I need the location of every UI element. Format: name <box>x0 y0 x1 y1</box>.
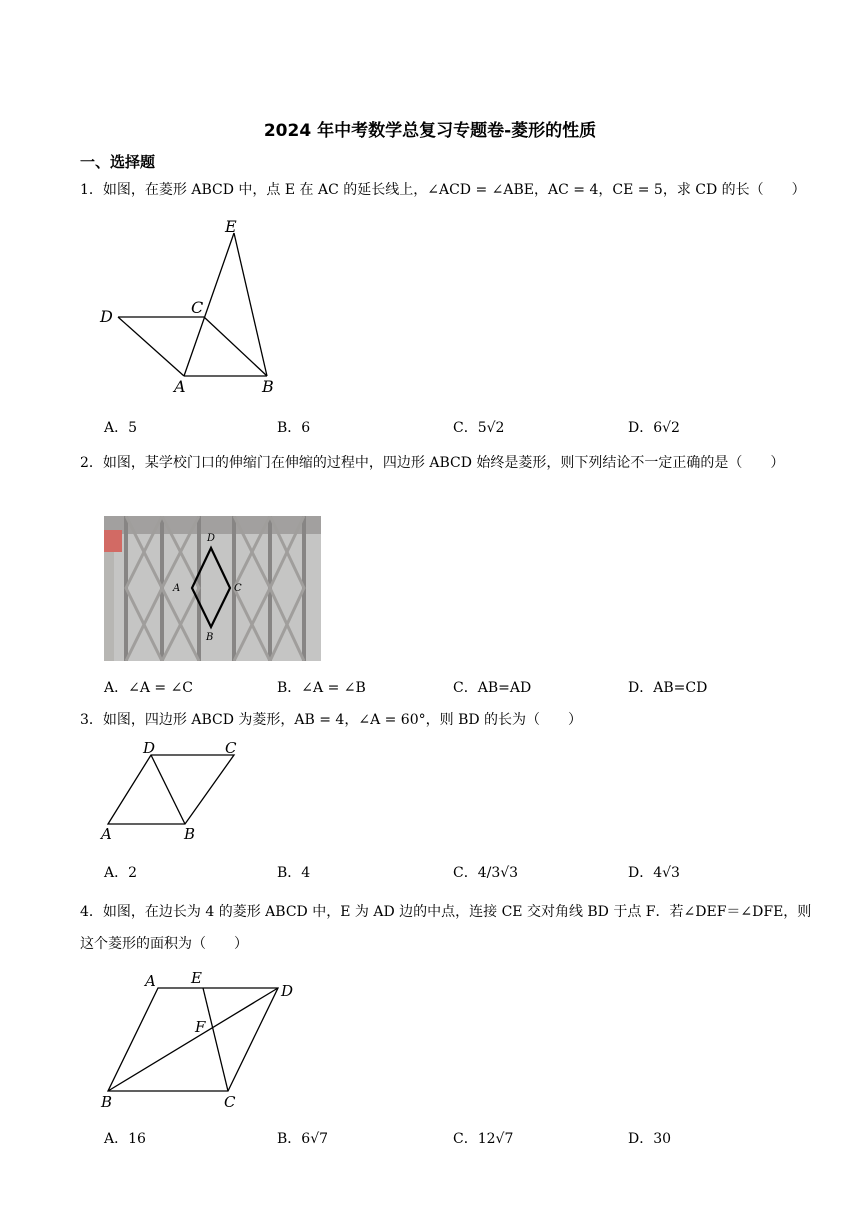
q1-label-c: C <box>191 298 204 317</box>
q4-label-a: A <box>145 972 156 990</box>
q4-label-c: C <box>224 1093 236 1111</box>
question-4-figure <box>98 966 303 1111</box>
q4-label-f: F <box>195 1018 206 1036</box>
q2-option-a: A．∠A = ∠C <box>104 680 194 696</box>
question-3-figure <box>98 738 248 842</box>
retractable-gate-photo <box>104 516 321 661</box>
page-title: 2024 年中考数学总复习专题卷-菱形的性质 <box>263 121 597 141</box>
q4-option-d: D．30 <box>628 1131 672 1147</box>
q3-option-a: A．2 <box>104 865 138 881</box>
q2-option-b: B．∠A = ∠B <box>277 680 366 696</box>
q1-option-a: A．5 <box>104 420 138 436</box>
q4-label-d: D <box>281 982 294 1000</box>
q1-option-d: D．6√2 <box>628 420 680 436</box>
q1-label-e: E <box>225 217 237 236</box>
q3-label-d: D <box>143 739 156 757</box>
q1-option-c: C．5√2 <box>453 420 505 436</box>
q2-option-d: D．AB=CD <box>628 680 708 696</box>
q3-label-a: A <box>101 825 112 842</box>
question-4-text: 4．如图，在边长为 4 的菱形 ABCD 中，E 为 AD 边的中点，连接 CE 交对角线 BD 于点 F．若∠DEF＝∠DFE，则这个菱形的面积为（ ） <box>80 904 812 952</box>
q4-option-a: A．16 <box>104 1131 146 1147</box>
question-1-figure <box>96 212 296 397</box>
q2-label-c: C <box>234 583 242 594</box>
q1-label-a: A <box>174 377 186 396</box>
q3-label-b: B <box>184 825 196 842</box>
q2-label-b: B <box>206 632 214 643</box>
question-3-text: 3．如图，四边形 ABCD 为菱形，AB = 4，∠A = 60°，则 BD 的长为（ ） <box>80 712 583 728</box>
q1-label-d: D <box>100 307 113 326</box>
q3-option-c: C．4/3√3 <box>453 865 519 881</box>
q3-option-d: D．4√3 <box>628 865 680 881</box>
q4-option-b: B．6√7 <box>277 1131 329 1147</box>
q1-option-b: B．6 <box>277 420 311 436</box>
q1-label-b: B <box>262 377 274 396</box>
q3-option-b: B．4 <box>277 865 311 881</box>
q3-label-c: C <box>225 739 237 757</box>
q4-option-c: C．12√7 <box>453 1131 514 1147</box>
section-heading: 一、选择题 <box>80 153 156 171</box>
q2-label-d: D <box>207 533 216 544</box>
q2-label-a: A <box>173 583 181 594</box>
q4-label-b: B <box>101 1093 113 1111</box>
q4-label-e: E <box>191 969 202 987</box>
question-2-text: 2．如图，某学校门口的伸缩门在伸缩的过程中，四边形 ABCD 始终是菱形，则下列结论不一定正确的是（ ） <box>80 455 785 471</box>
question-1-text: 1．如图，在菱形 ABCD 中，点 E 在 AC 的延长线上，∠ACD = ∠ABE，AC = 4，CE = 5，求 CD 的长（ ） <box>80 182 806 198</box>
q2-option-c: C．AB=AD <box>453 680 532 696</box>
